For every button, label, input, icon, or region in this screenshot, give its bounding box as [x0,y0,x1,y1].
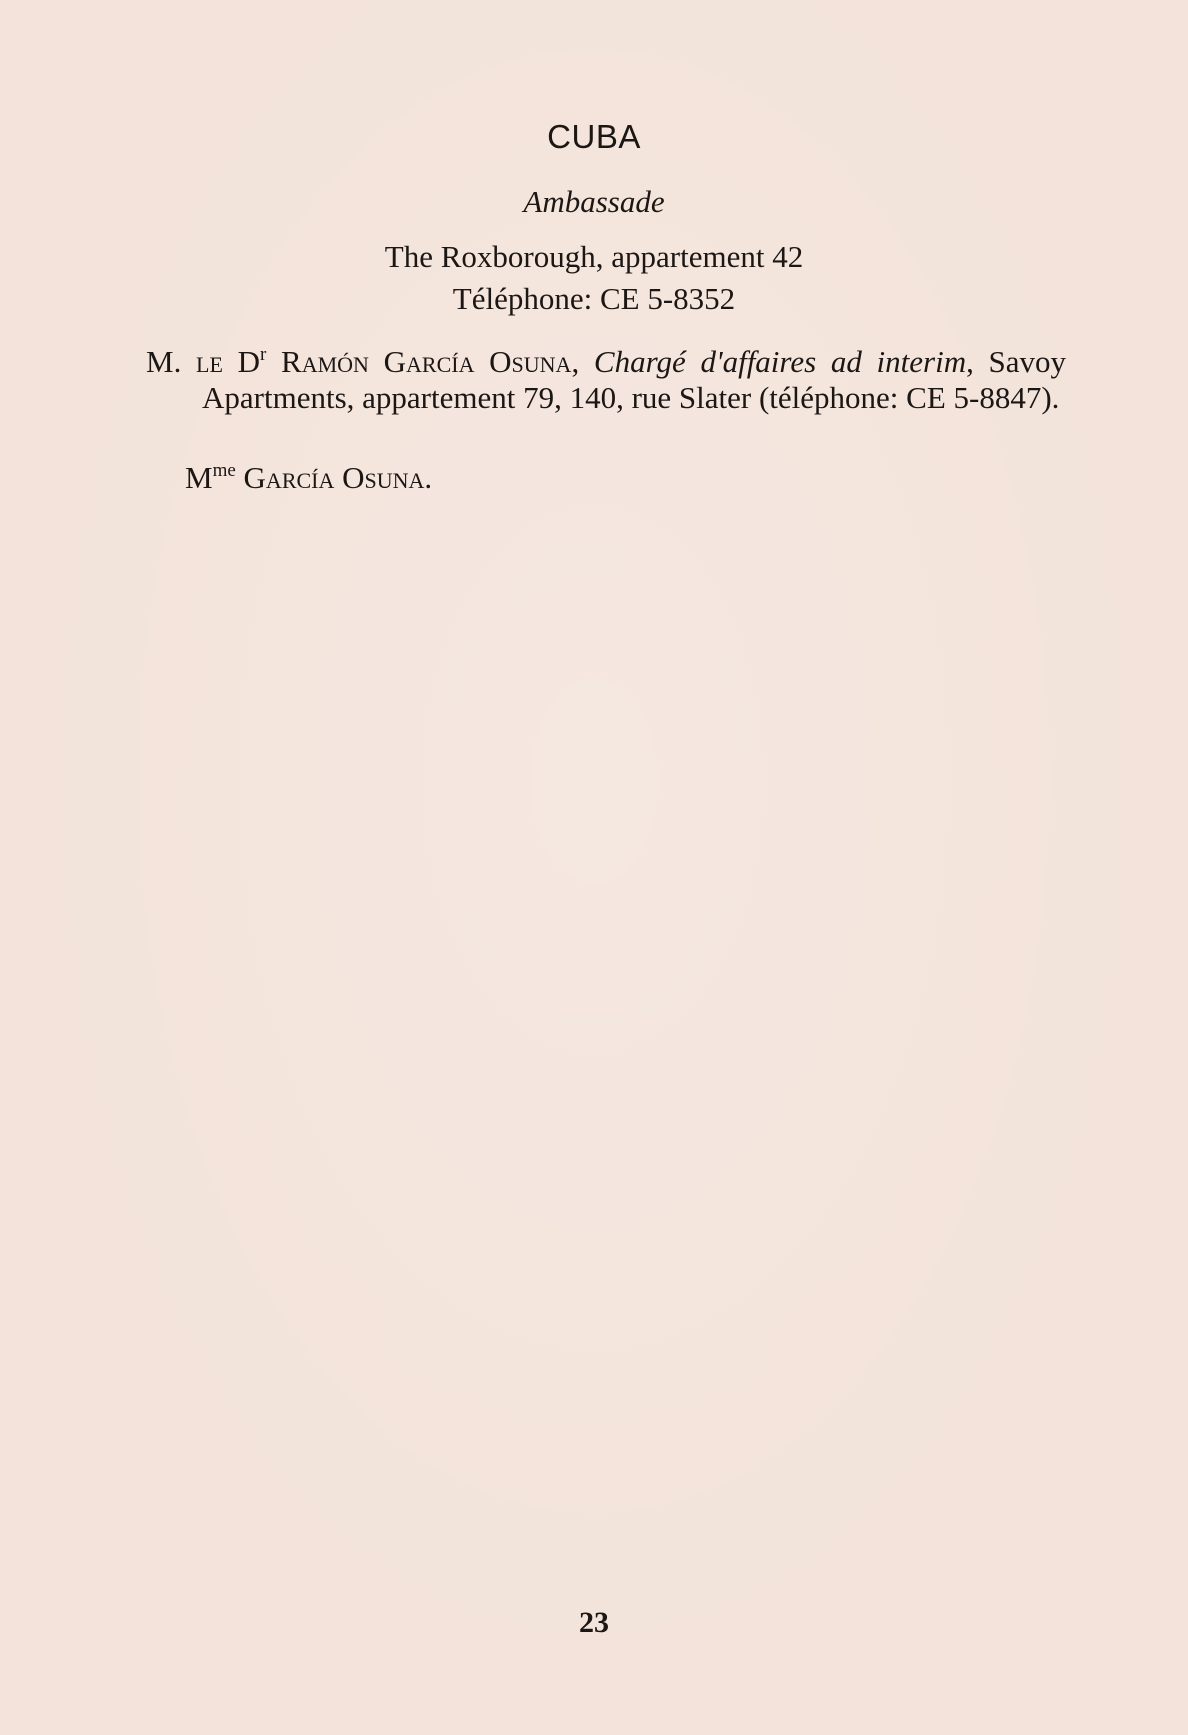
country-heading: CUBA [547,118,641,155]
spouse-suffix: . [424,460,433,495]
entry-prefix: M. [146,344,197,379]
entry-separator: , [571,344,594,379]
entry-details: , Savoy Apartments, appartement 79, 140, rue Slater (téléphone: CE 5-8847). [202,344,1067,415]
staff-entry [146,344,1066,416]
entry-title: le [196,344,223,379]
entry-name: Ramón García Osuna [281,344,572,379]
entry-degree: D [237,344,260,379]
spouse-name: García Osuna [243,460,425,495]
page-number: 23 [579,1606,609,1639]
spouse-entry [185,460,432,496]
entry-role: Chargé d'affaires ad interim [593,344,967,379]
spouse-prefix-superscript: me [212,460,236,481]
mission-type: Ambassade [523,184,665,219]
entry-degree-superscript: r [260,344,267,365]
address-line: The Roxborough, appartement 42 [384,239,804,274]
spouse-prefix: M [185,460,213,495]
telephone-line: Téléphone: CE 5-8352 [452,281,736,316]
mission-address [0,236,1188,320]
